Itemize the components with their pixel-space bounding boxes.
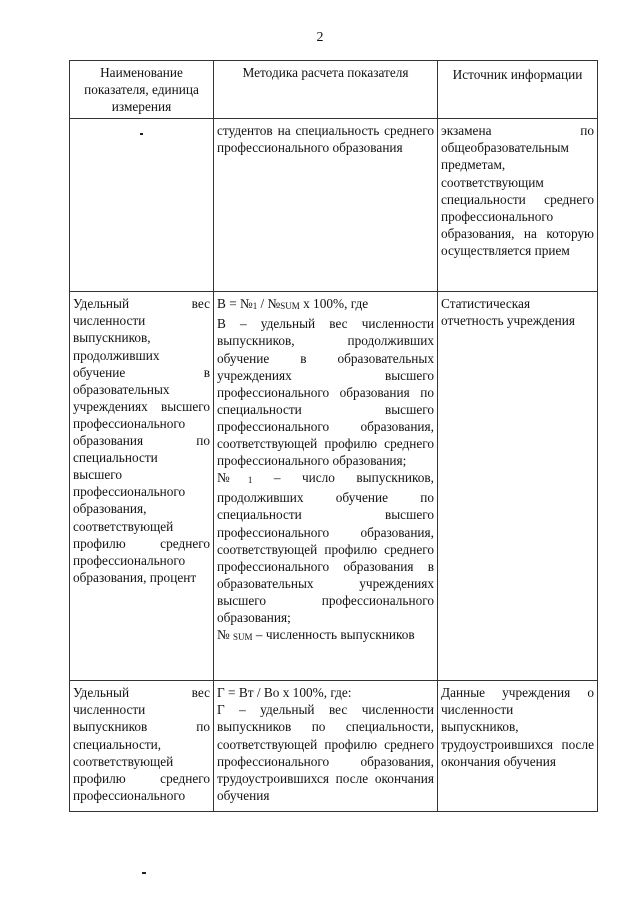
dash-mark [140, 133, 143, 135]
header-method: Методика расчета показателя [214, 61, 438, 119]
method-cell: студентов на специальность среднего профессионального образования [214, 119, 438, 292]
definition-g: Г – удельный вес численности выпускников по специальности, соответствующей профилю среднего профессионального образования, трудоустроившихся после окончания обучения [217, 702, 434, 803]
definition-b: В – удельный вес численности выпускников, продолживших обучение в образовательных учреждениях высшего профессионального образования по специальности высшего профессионального образования, соответствующей профилю среднего профессионального образования; [217, 316, 434, 469]
table-row [70, 292, 598, 681]
method-cell [214, 292, 438, 681]
source-cell: экзамена по общеобразовательным предметам, соответствующим специальности среднего профессионального образования, на которую осуществляется прием [438, 119, 598, 292]
table-header-row [70, 61, 598, 119]
scan-mark [142, 872, 146, 874]
header-indicator: Наименование показателя, единица измерения [70, 61, 214, 119]
formula-line: В = №1 / №SUM x 100%, где [217, 296, 369, 312]
indicator-cell [70, 119, 214, 292]
source-cell: Статистическая отчетность учреждения [438, 292, 598, 681]
indicator-cell: Удельный вес численности выпускников, продолживших обучение в образовательных учреждениях высшего профессионального образования по специальности высшего профессионального образования, соответствующей профилю среднего профессионального образования, процент [70, 292, 214, 681]
table-row [70, 119, 598, 292]
header-source: Источник информации [438, 61, 598, 119]
method-cell [214, 681, 438, 812]
source-cell: Данные учреждения о численности выпускников, трудоустроившихся после окончания обучения [438, 681, 598, 812]
indicator-cell: Удельный вес численности выпускников по специальности, соответствующей профилю среднего профессионального [70, 681, 214, 812]
indicator-table [69, 60, 598, 812]
table-row [70, 681, 598, 812]
page-number: 2 [316, 30, 324, 45]
definition-n1: №1 – число выпускников, продолживших обучение по специальности высшего профессионального образования, соответствующей профилю среднего профессионального образования в образовательных учреждениях высшего профессионального образования; [217, 470, 435, 625]
formula-line: Г = Вт / Во x 100%, где: [217, 685, 352, 701]
definition-nsum: № SUM – численность выпускников [217, 627, 415, 643]
